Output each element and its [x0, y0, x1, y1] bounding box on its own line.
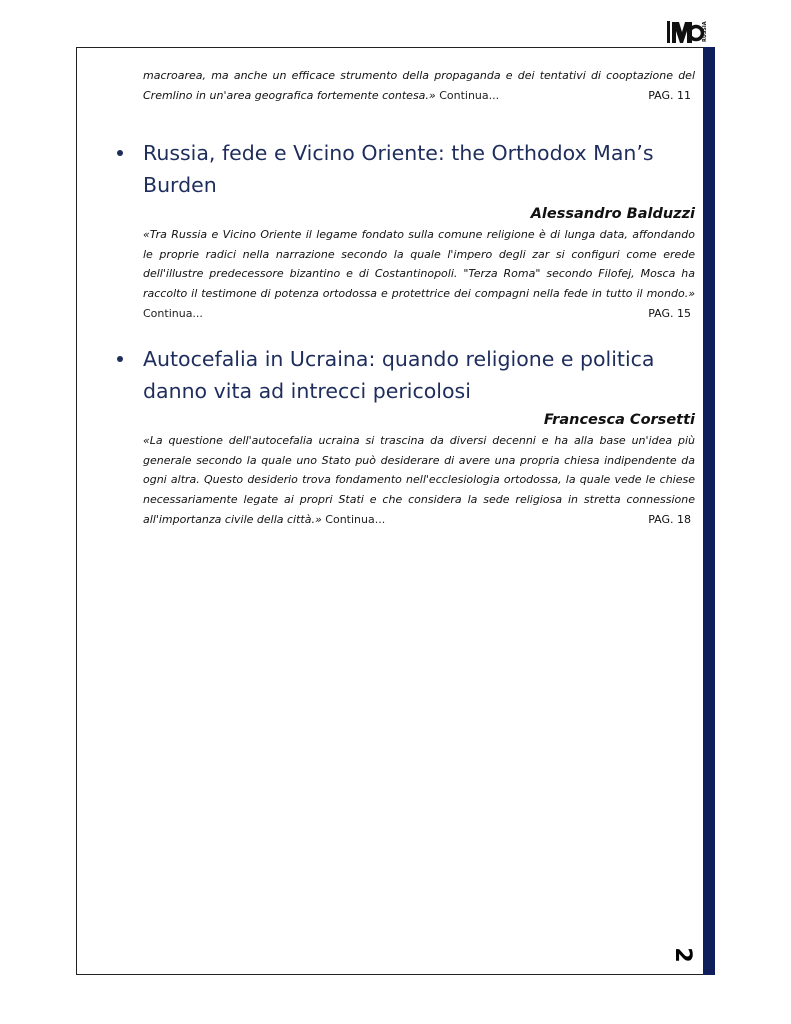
page-reference: PAG. 11: [648, 88, 691, 102]
page-reference: PAG. 15: [648, 306, 691, 320]
side-accent-bar: [703, 47, 715, 975]
article-list: [143, 66, 695, 529]
article-title[interactable]: [143, 343, 695, 407]
article-item: [143, 343, 695, 529]
page-number: 2: [670, 947, 695, 963]
article-excerpt: [143, 431, 695, 529]
article-title-text: Russia, fede e Vicino Oriente: the Orthodox Man’s Burden: [143, 141, 654, 198]
excerpt-text: «La questione dell'autocefalia ucraina si trascina da diversi decenni e ha alla base un'idea più generale secondo la quale uno Stato può desiderare di avere una propria chiesa indipendente da ogni altra. Questo desiderio trova fondamento nell'ecclesiologia ortodossa, la quale vede le chiese necessariamente legate ai propri Stati e che considera la sede religiosa in stretta connessione all'importanza civile della città.»: [143, 434, 695, 526]
continue-link[interactable]: Continua...: [439, 88, 500, 102]
continue-link[interactable]: Continua...: [325, 512, 386, 526]
article-title-text: Autocefalia in Ucraina: quando religione e politica danno vita ad intrecci pericolosi: [143, 347, 655, 404]
logo-wordmark: RUSSIA: [702, 21, 708, 42]
logo-bar: [667, 21, 670, 43]
article-excerpt: [143, 225, 695, 323]
article-author: Francesca Corsetti: [543, 412, 695, 429]
page-reference: PAG. 18: [648, 512, 691, 526]
magazine-logo: [667, 14, 709, 46]
excerpt-text: «Tra Russia e Vicino Oriente il legame fondato sulla comune religione è di lunga data, affondando le proprie radici nella narrazione secondo la quale l'impero degli zar si configuri come erede dell'illustre predecessore bizantino e di Costantinopoli. "Terza Roma" secondo Filofej, Mosca ha raccolto il testimone di potenza ortodossa e protettrice dei compagni nella fede in tutto il mondo.»: [143, 228, 695, 300]
intro-excerpt: [143, 66, 695, 105]
article-item: [143, 137, 695, 323]
article-author: Alessandro Balduzzi: [530, 206, 695, 223]
excerpt-text: macroarea, ma anche un efficace strumento della propaganda e dei tentativi di cooptazione del Cremlino in un'area geografica fortemente contesa.»: [143, 69, 695, 102]
article-title[interactable]: [143, 137, 695, 201]
continue-link[interactable]: Continua...: [143, 306, 203, 320]
